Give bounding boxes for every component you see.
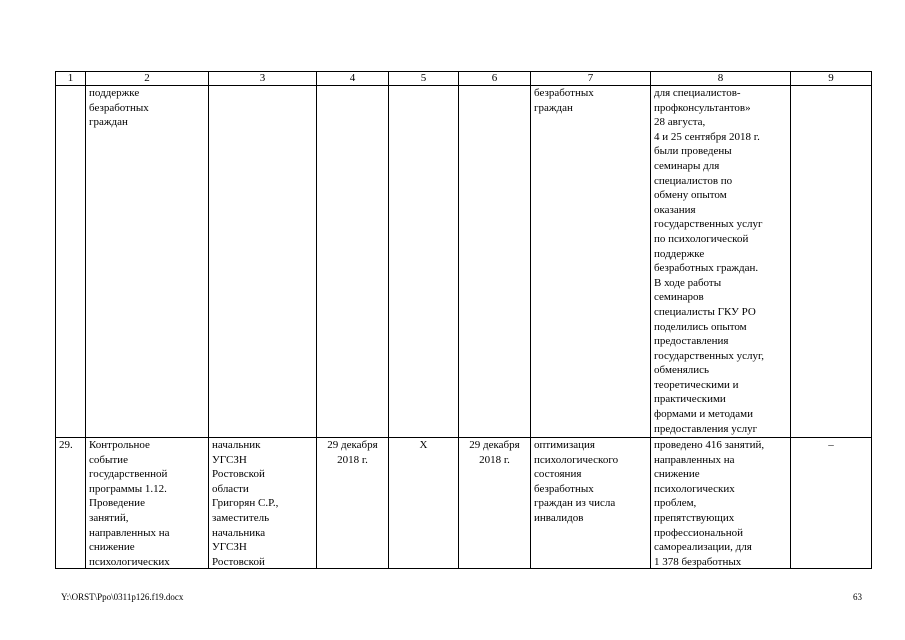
col-header: 8 [651, 72, 791, 86]
cell-actual-date: 29 декабря 2018 г. [459, 438, 531, 569]
cell-number: 29. [56, 438, 86, 569]
cell-planned-date [317, 86, 389, 438]
cell-description: проведено 416 занятий, направленных на снижение психологических проблем, препятствующих профессиональной самореализации, для 1 378 безработных [651, 438, 791, 569]
footer-file-path: Y:\ORST\Ppo\0311p126.f19.docx [61, 592, 184, 602]
cell-responsible: начальник УГСЗН Ростовской области Григорян С.Р., заместитель начальника УГСЗН Ростовской [209, 438, 317, 569]
cell-actual-date [459, 86, 531, 438]
col-header: 6 [459, 72, 531, 86]
col-header: 1 [56, 72, 86, 86]
col-header: 5 [389, 72, 459, 86]
col-header: 4 [317, 72, 389, 86]
col-header: 3 [209, 72, 317, 86]
page-number: 63 [853, 592, 862, 602]
col-header: 7 [531, 72, 651, 86]
cell-note: – [791, 438, 872, 569]
cell-description: для специалистов- профконсультантов» 28 августа, 4 и 25 сентября 2018 г. были проведены семинары для специалистов по обмену опытом оказания государственных услуг по психологической поддержке безработных граждан. В ходе работы семинаров специалисты ГКУ РО поделились опытом предоставления государственных услуг, обменялись теоретическими и практическими формами и методами предоставления услуг [651, 86, 791, 438]
cell-event: поддержке безработных граждан [86, 86, 209, 438]
cell-result: безработных граждан [531, 86, 651, 438]
cell-note [791, 86, 872, 438]
cell-start-date: Х [389, 438, 459, 569]
header-row [56, 72, 872, 86]
cell-result: оптимизация психологического состояния безработных граждан из числа инвалидов [531, 438, 651, 569]
cell-event: Контрольное событие государственной программы 1.12. Проведение занятий, направленных на снижение психологических [86, 438, 209, 569]
cell-start-date [389, 86, 459, 438]
table-row-continued [56, 86, 872, 438]
col-header: 2 [86, 72, 209, 86]
col-header: 9 [791, 72, 872, 86]
cell-planned-date: 29 декабря 2018 г. [317, 438, 389, 569]
cell-responsible [209, 86, 317, 438]
cell-number [56, 86, 86, 438]
table-row-29 [56, 438, 872, 569]
report-table [55, 71, 872, 569]
